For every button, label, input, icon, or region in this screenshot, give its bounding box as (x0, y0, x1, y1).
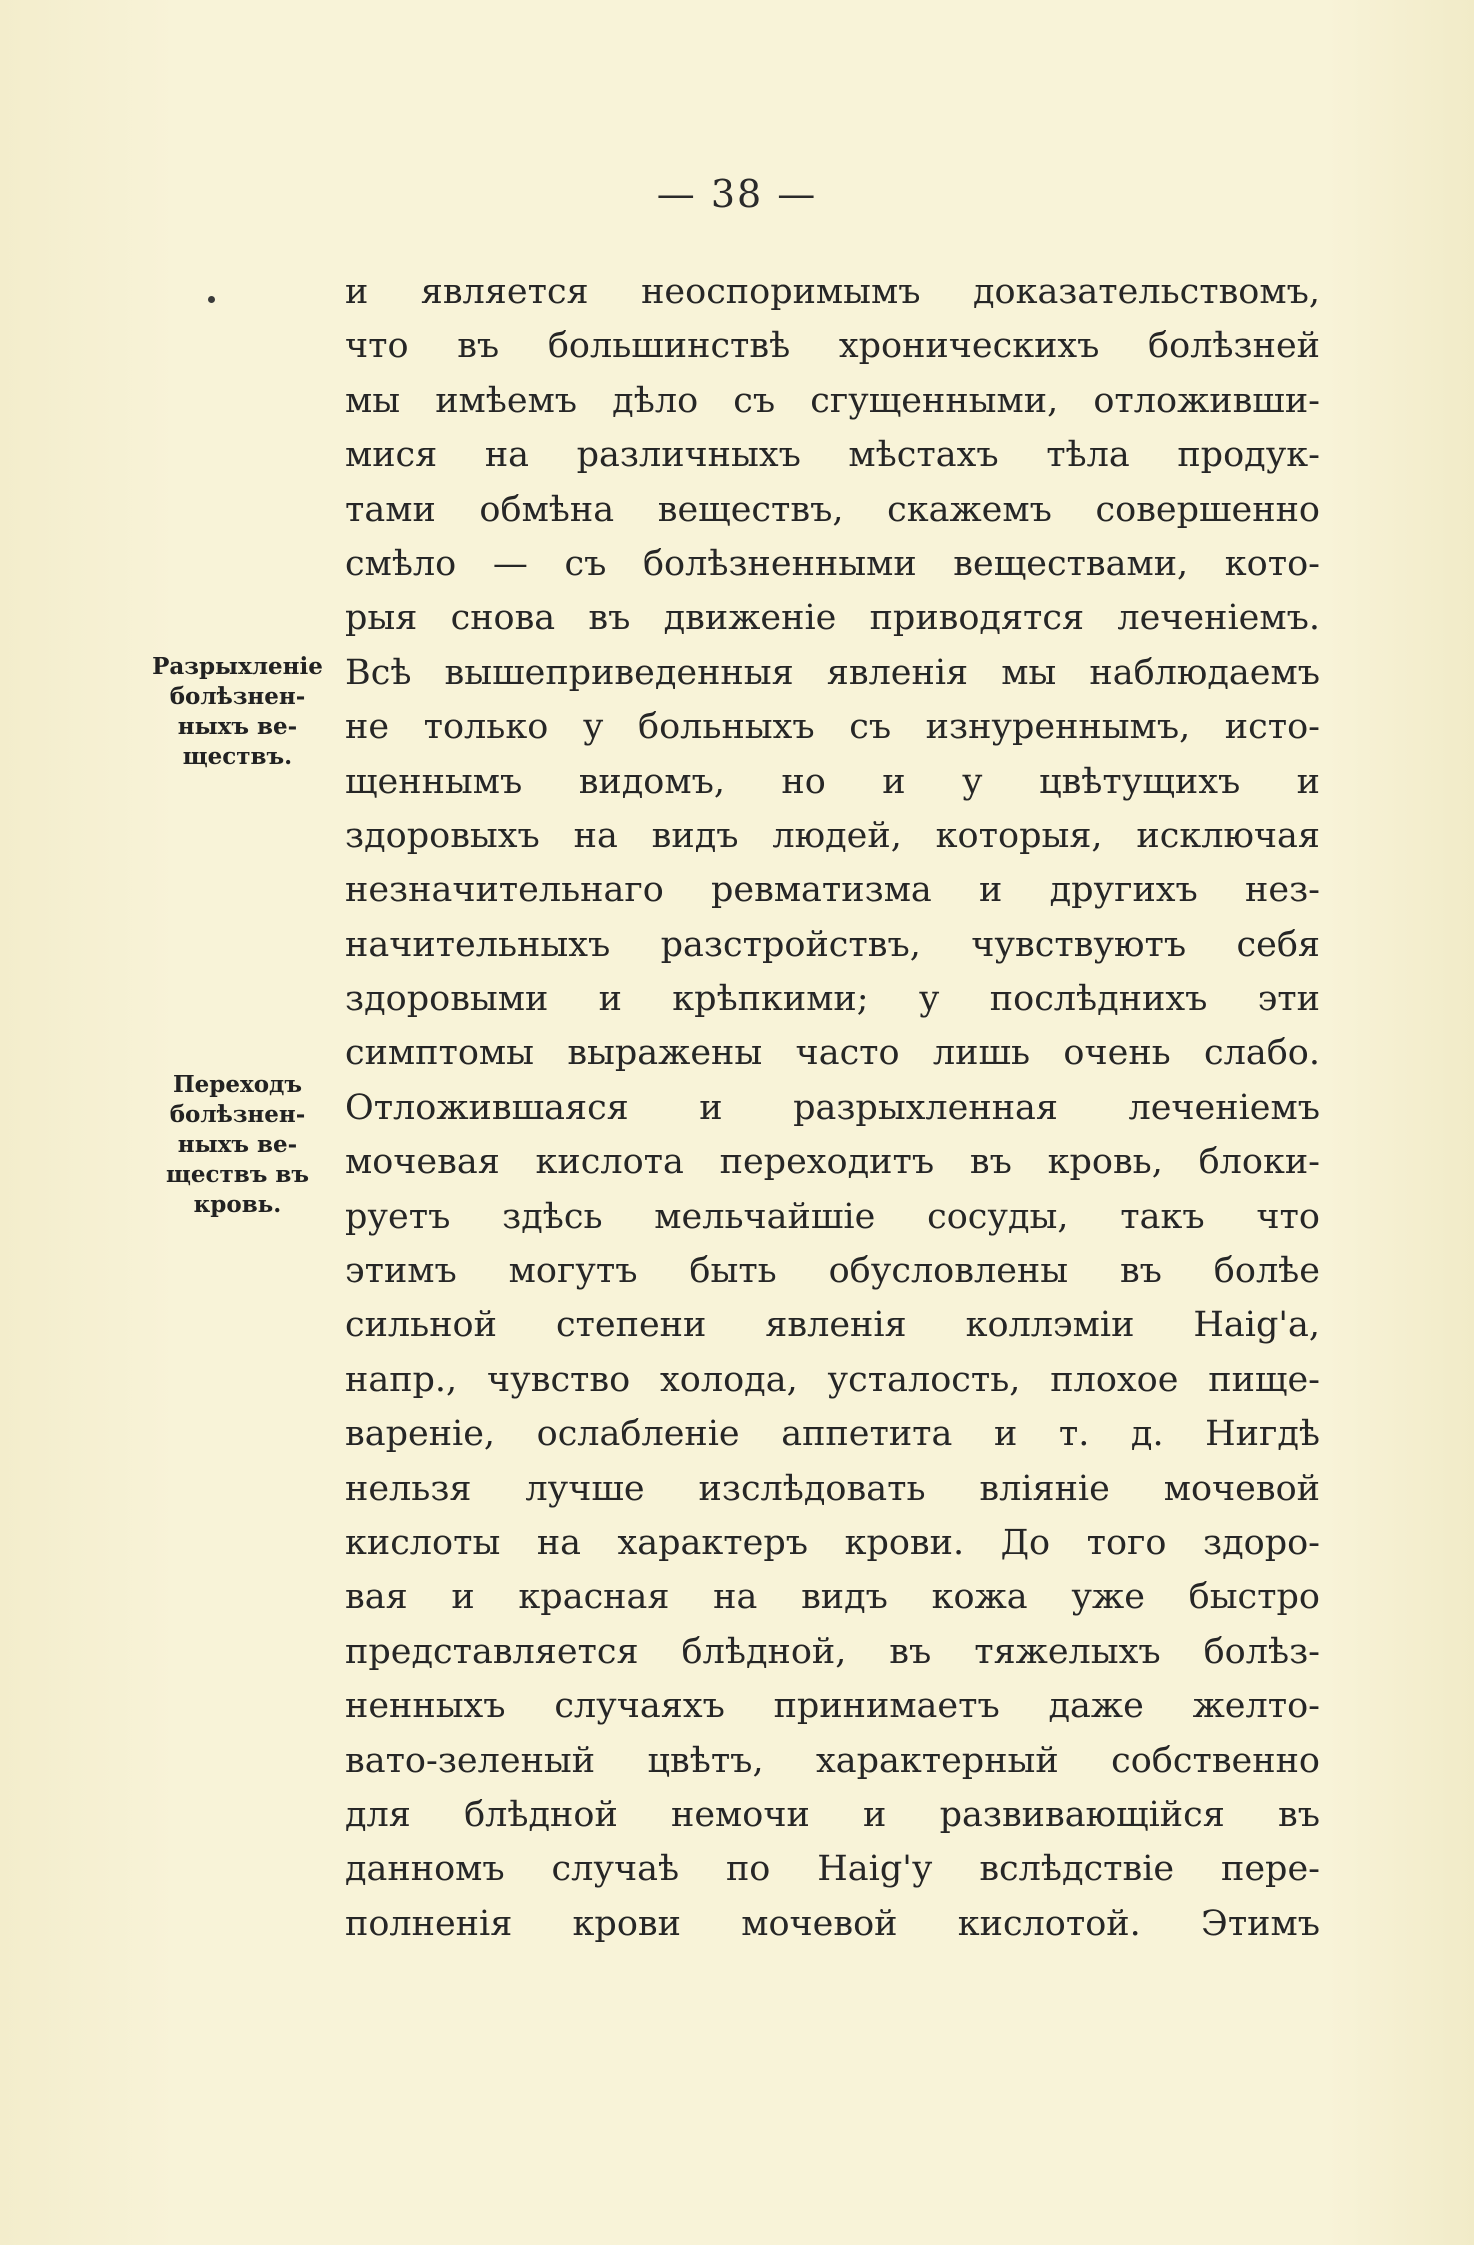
text-line: Всѣ вышеприведенныя явленія мы наблюдаемъ (345, 652, 1320, 693)
text-line: симптомы выражены часто лишь очень слабо. (345, 1033, 1320, 1074)
margin-note-line: кровь. (193, 1191, 282, 1218)
body-text (345, 265, 1320, 1951)
text-line: мися на различныхъ мѣстахъ тѣла продук- (345, 435, 1320, 476)
text-line: вареніе, ослабленіе аппетита и т. д. Нигдѣ (345, 1414, 1320, 1455)
margin-note-line: ществъ. (182, 743, 293, 770)
text-line: напр., чувство холода, усталость, плохое пище- (345, 1359, 1320, 1400)
text-line: вая и красная на видъ кожа уже быстро (345, 1577, 1320, 1618)
text-line: Отложившаяся и разрыхленная леченіемъ (345, 1087, 1320, 1128)
text-line: вато-зеленый цвѣтъ, характерный собственно (345, 1740, 1320, 1781)
text-line: полненія крови мочевой кислотой. Этимъ (345, 1903, 1320, 1944)
text-line: представляется блѣдной, въ тяжелыхъ болѣз- (345, 1631, 1320, 1672)
margin-note-line: ныхъ ве- (177, 1131, 298, 1158)
text-line: нельзя лучше изслѣдовать вліяніе мочевой (345, 1468, 1320, 1509)
text-line: щеннымъ видомъ, но и у цвѣтущихъ и (345, 761, 1320, 802)
text-line: сильной степени явленія коллэміи Haig'a, (345, 1305, 1320, 1346)
margin-note-line: ныхъ ве- (177, 713, 298, 740)
text-line: и является неоспоримымъ доказательствомъ, (345, 272, 1320, 312)
margin-note-transition (130, 1070, 345, 1220)
text-line: тами обмѣна веществъ, скажемъ совершенно (345, 489, 1320, 530)
text-line: здоровыми и крѣпкими; у послѣднихъ эти (345, 979, 1320, 1020)
text-line: смѣло — съ болѣзненными веществами, кото- (345, 543, 1320, 584)
page-number: — 38 — (656, 172, 818, 216)
text-line: ненныхъ случаяхъ принимаетъ даже желто- (345, 1686, 1320, 1727)
margin-note-line: болѣзнен- (169, 1101, 306, 1128)
text-line: кислоты на характеръ крови. До того здоро- (345, 1522, 1320, 1563)
margin-note-loosening (130, 652, 345, 772)
text-line: этимъ могутъ быть обусловлены въ болѣе (345, 1251, 1320, 1292)
text-line: что въ большинствѣ хроническихъ болѣзней (345, 326, 1320, 367)
text-line: мы имѣемъ дѣло съ сгущенными, отложивши- (345, 380, 1320, 421)
text-line: здоровыхъ на видъ людей, которыя, исключая (345, 815, 1320, 856)
ink-dot (208, 296, 215, 303)
margin-note-line: Переходъ (172, 1071, 303, 1098)
text-line: руетъ здѣсь мельчайшіе сосуды, такъ что (345, 1196, 1320, 1237)
text-line: не только у больныхъ съ изнуреннымъ, исто- (345, 707, 1320, 748)
margin-note-line: Разрыхленіе (152, 653, 323, 680)
text-line: для блѣдной немочи и развивающійся въ (345, 1794, 1320, 1835)
text-line: мочевая кислота переходитъ въ кровь, блоки- (345, 1142, 1320, 1183)
margin-note-line: болѣзнен- (169, 683, 306, 710)
text-line: рыя снова въ движеніе приводятся леченіемъ. (345, 598, 1320, 639)
margin-note-line: ществъ въ (165, 1161, 310, 1188)
text-line: незначительнаго ревматизма и другихъ нез- (345, 870, 1320, 911)
text-line: данномъ случаѣ по Haig'у вслѣдствіе пере- (345, 1849, 1320, 1890)
text-line: начительныхъ разстройствъ, чувствуютъ себя (345, 924, 1320, 965)
